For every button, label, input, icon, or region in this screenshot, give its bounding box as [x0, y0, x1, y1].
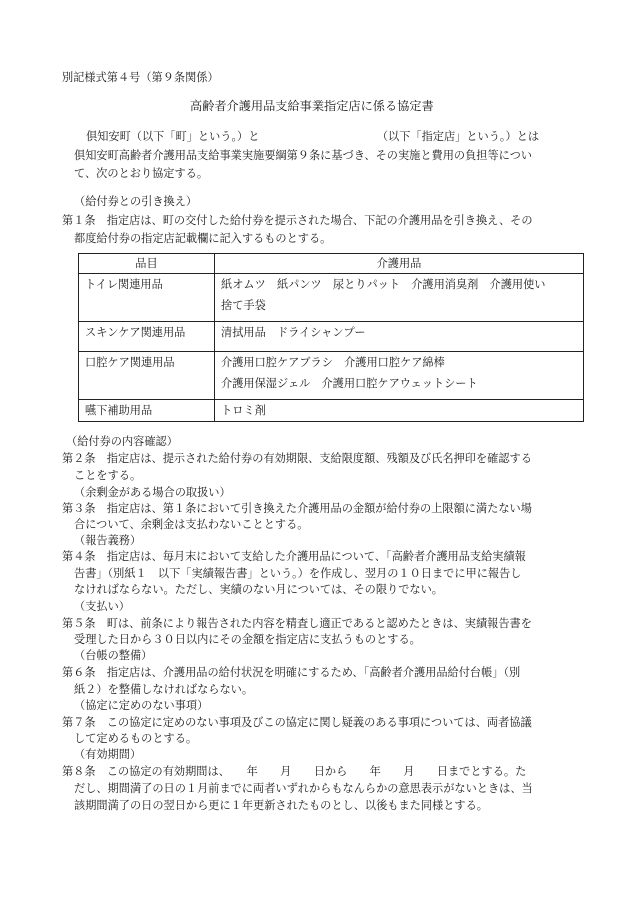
row-item-line: 紙オムツ 紙パンツ 尿とりパット 介護用消臭剤 介護用使い — [221, 278, 546, 291]
row-item-line: 捨て手袋 — [221, 299, 266, 312]
page-title: 高齢者介護用品支給事業指定店に係る協定書 — [190, 99, 434, 113]
article-8-line: 該期間満了の日の翌日から更に１年更新されたものとし、以後もまた同様とする。 — [74, 799, 488, 812]
article-2-line: ことをする。 — [74, 469, 142, 482]
article-2-line: 第２条 指定店は、提示された給付券の有効期限、支給限度額、残額及び氏名押印を確認する — [62, 452, 532, 465]
row-item-line: 清拭用品 ドライシャンプー — [221, 326, 366, 339]
article-4-line: 告書」（別紙１ 以下「実績報告書」という。）を作成し、翌月の１０日までに甲に報告し — [74, 567, 522, 580]
row-category: 嚥下補助用品 — [79, 400, 215, 422]
table-row — [79, 352, 584, 400]
row-category: スキンケア関連用品 — [79, 322, 215, 352]
article-7-heading: （協定に定めのない事項） — [74, 699, 209, 712]
article-3-line: 合について、余剰金は支払わないこととする。 — [74, 518, 309, 531]
article-7-line: 第７条 この協定に定めのない事項及びこの協定に関し疑義のある事項については、両者協議 — [62, 716, 532, 729]
article-8-line: だし、期間満了の日の１月前までに両者いずれからもなんらかの意思表示がないときは、当 — [74, 782, 533, 795]
row-item-line: トロミ剤 — [221, 404, 266, 417]
article-5-line: 第５条 町は、前条により報告された内容を精査し適正であると認めたときは、実績報告書を — [62, 617, 532, 630]
article-1-line: 第１条 指定店は、町の交付した給付券を提示された場合、下記の介護用品を引き換え、その — [62, 214, 533, 227]
items-table — [78, 253, 584, 422]
table-header-category: 品目 — [79, 254, 215, 274]
article-1-line: 都度給付券の指定店記載欄に記入するものとする。 — [74, 232, 332, 245]
row-items — [215, 352, 584, 400]
article-3-line: 第３条 指定店は、第１条において引き換えた介護用品の金額が給付券の上限額に満たない場 — [62, 502, 532, 515]
article-6-heading: （台帳の整備） — [74, 649, 153, 662]
article-4-heading: （報告義務） — [74, 534, 142, 547]
row-items — [215, 274, 584, 322]
table-row — [79, 400, 584, 422]
article-7-line: して定めるものとする。 — [74, 732, 198, 745]
article-8-heading: （有効期間） — [74, 748, 142, 761]
article-6-line: 第６条 指定店は、介護用品の給付状況を明確にするため、「高齢者介護用品給付台帳」（別 — [62, 666, 521, 679]
table-header-items: 介護用品 — [215, 254, 584, 274]
article-4-line: 第４条 指定店は、毎月末において支給した介護用品について、「高齢者介護用品支給実績報 — [62, 550, 526, 563]
table-row — [79, 322, 584, 352]
article-3-heading: （余剰金がある場合の取扱い） — [74, 486, 231, 499]
article-1-heading: （給付券との引き換え） — [74, 195, 198, 208]
intro-line: 倶知安町（以下「町」という。）と （以下「指定店」という。）とは — [86, 130, 540, 143]
row-item-line: 介護用保湿ジェル 介護用口腔ケアウェットシート — [221, 377, 478, 390]
article-5-heading: （支払い） — [74, 600, 130, 613]
form-id: 別記様式第４号（第９条関係） — [62, 71, 219, 84]
intro-line: 倶知安町高齢者介護用品支給事業実施要綱第９条に基づき、その実施と費用の負担等につい — [74, 149, 533, 162]
article-2-heading: （給付券の内容確認） — [66, 435, 178, 448]
row-category: 口腔ケア関連用品 — [79, 352, 215, 400]
row-items — [215, 322, 584, 352]
intro-line: て、次のとおり協定する。 — [74, 167, 209, 180]
article-5-line: 受理した日から３０日以内にその金額を指定店に支払うものとする。 — [74, 633, 421, 646]
row-item-line: 介護用口腔ケアブラシ 介護用口腔ケア綿棒 — [221, 356, 445, 369]
article-4-line: なければならない。ただし、実績のない月については、その限りでない。 — [74, 583, 443, 596]
table-row — [79, 274, 584, 322]
row-category: トイレ関連用品 — [79, 274, 215, 322]
article-6-line: 紙２）を整備しなければならない。 — [74, 683, 254, 696]
article-8-line: 第８条 この協定の有効期間は、 年 月 日から 年 月 日までとする。た — [62, 765, 527, 778]
row-items — [215, 400, 584, 422]
table-header-row — [79, 254, 584, 274]
